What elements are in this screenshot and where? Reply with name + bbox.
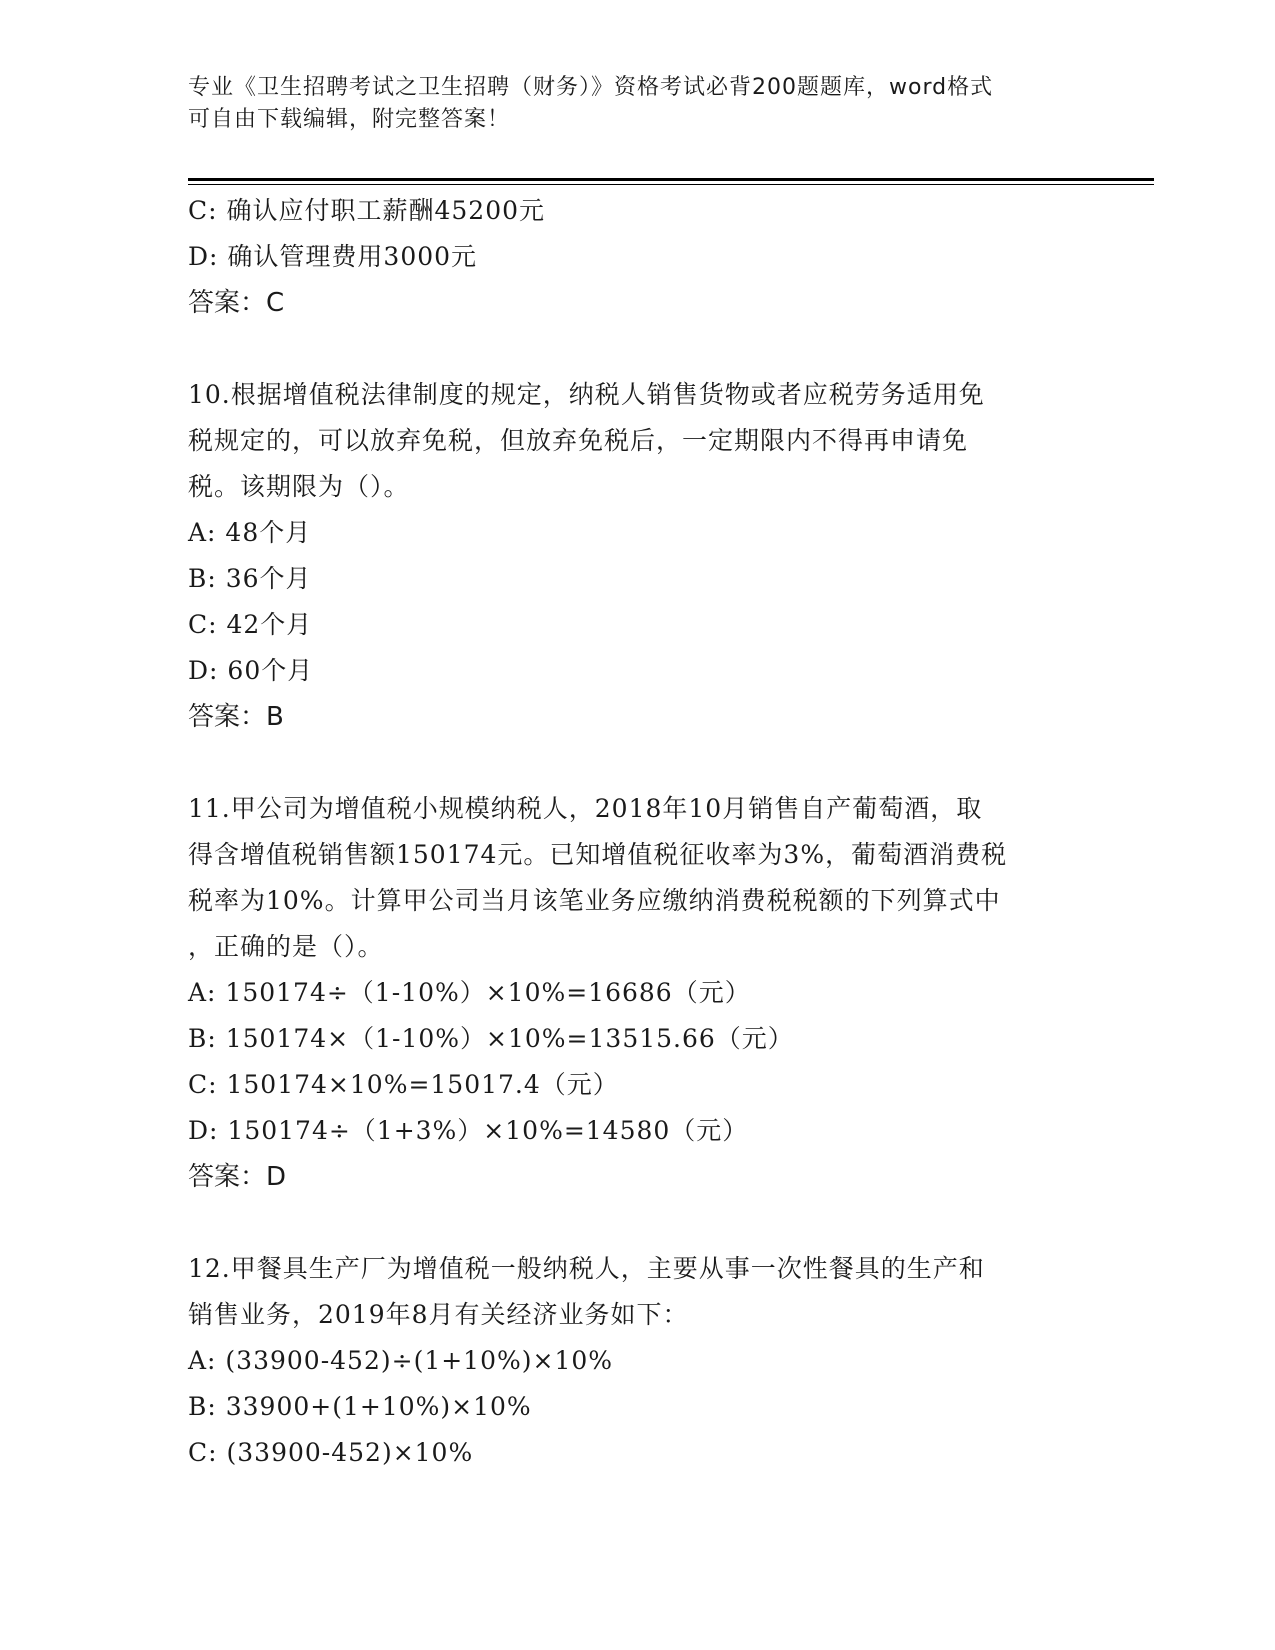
stem-line: 销售业务，2019年8月有关经济业务如下： — [188, 1300, 689, 1329]
question-10 — [188, 372, 1088, 740]
question-stem — [188, 372, 1088, 510]
option-c: C: 150174×10%=15017.4（元） — [188, 1070, 619, 1099]
question-stem — [188, 1246, 1088, 1338]
option-d: D: 确认管理费用3000元 — [188, 242, 478, 271]
option-b: B: 36个月 — [188, 564, 312, 593]
header-title-line-2: 可自由下载编辑，附完整答案！ — [188, 107, 511, 132]
option-b: B: 150174×（1-10%）×10%=13515.66（元） — [188, 1024, 794, 1053]
option-d: D: 60个月 — [188, 656, 314, 685]
stem-line: ，正确的是（）。 — [188, 932, 384, 961]
option-b: B: 33900+(1+10%)×10% — [188, 1392, 532, 1421]
stem-line: 12.甲餐具生产厂为增值税一般纳税人，主要从事一次性餐具的生产和 — [188, 1254, 985, 1283]
question-stem — [188, 786, 1088, 970]
stem-line: 税率为10%。计算甲公司当月该笔业务应缴纳消费税税额的下列算式中 — [188, 886, 1001, 915]
stem-line: 税规定的，可以放弃免税，但放弃免税后，一定期限内不得再申请免 — [188, 426, 969, 455]
stem-line: 10.根据增值税法律制度的规定，纳税人销售货物或者应税劳务适用免 — [188, 380, 985, 409]
question-12 — [188, 1246, 1088, 1476]
option-c: C: 42个月 — [188, 610, 313, 639]
option-c: C: 确认应付职工薪酬45200元 — [188, 196, 546, 225]
stem-line: 11.甲公司为增值税小规模纳税人，2018年10月销售自产葡萄酒，取 — [188, 794, 983, 823]
header-divider-thin — [188, 184, 1154, 185]
question-9-tail — [188, 188, 1088, 326]
option-a: A: (33900-452)÷(1+10%)×10% — [188, 1346, 614, 1375]
answer-line: 答案：C — [188, 288, 285, 318]
document-body — [188, 188, 1088, 1476]
question-11 — [188, 786, 1088, 1200]
option-a: A: 150174÷（1-10%）×10%=16686（元） — [188, 978, 751, 1007]
option-d: D: 150174÷（1+3%）×10%=14580（元） — [188, 1116, 749, 1145]
stem-line: 税。该期限为（）。 — [188, 472, 410, 501]
header-divider-thick — [188, 178, 1154, 181]
option-c: C: (33900-452)×10% — [188, 1438, 474, 1467]
answer-line: 答案：D — [188, 1162, 287, 1192]
header-title-line-1: 专业《卫生招聘考试之卫生招聘（财务）》资格考试必背200题题库，word格式 — [188, 75, 994, 100]
stem-line: 得含增值税销售额150174元。已知增值税征收率为3%，葡萄酒消费税 — [188, 840, 1008, 869]
answer-line: 答案：B — [188, 702, 284, 732]
option-a: A: 48个月 — [188, 518, 312, 547]
page-header — [188, 72, 1088, 136]
